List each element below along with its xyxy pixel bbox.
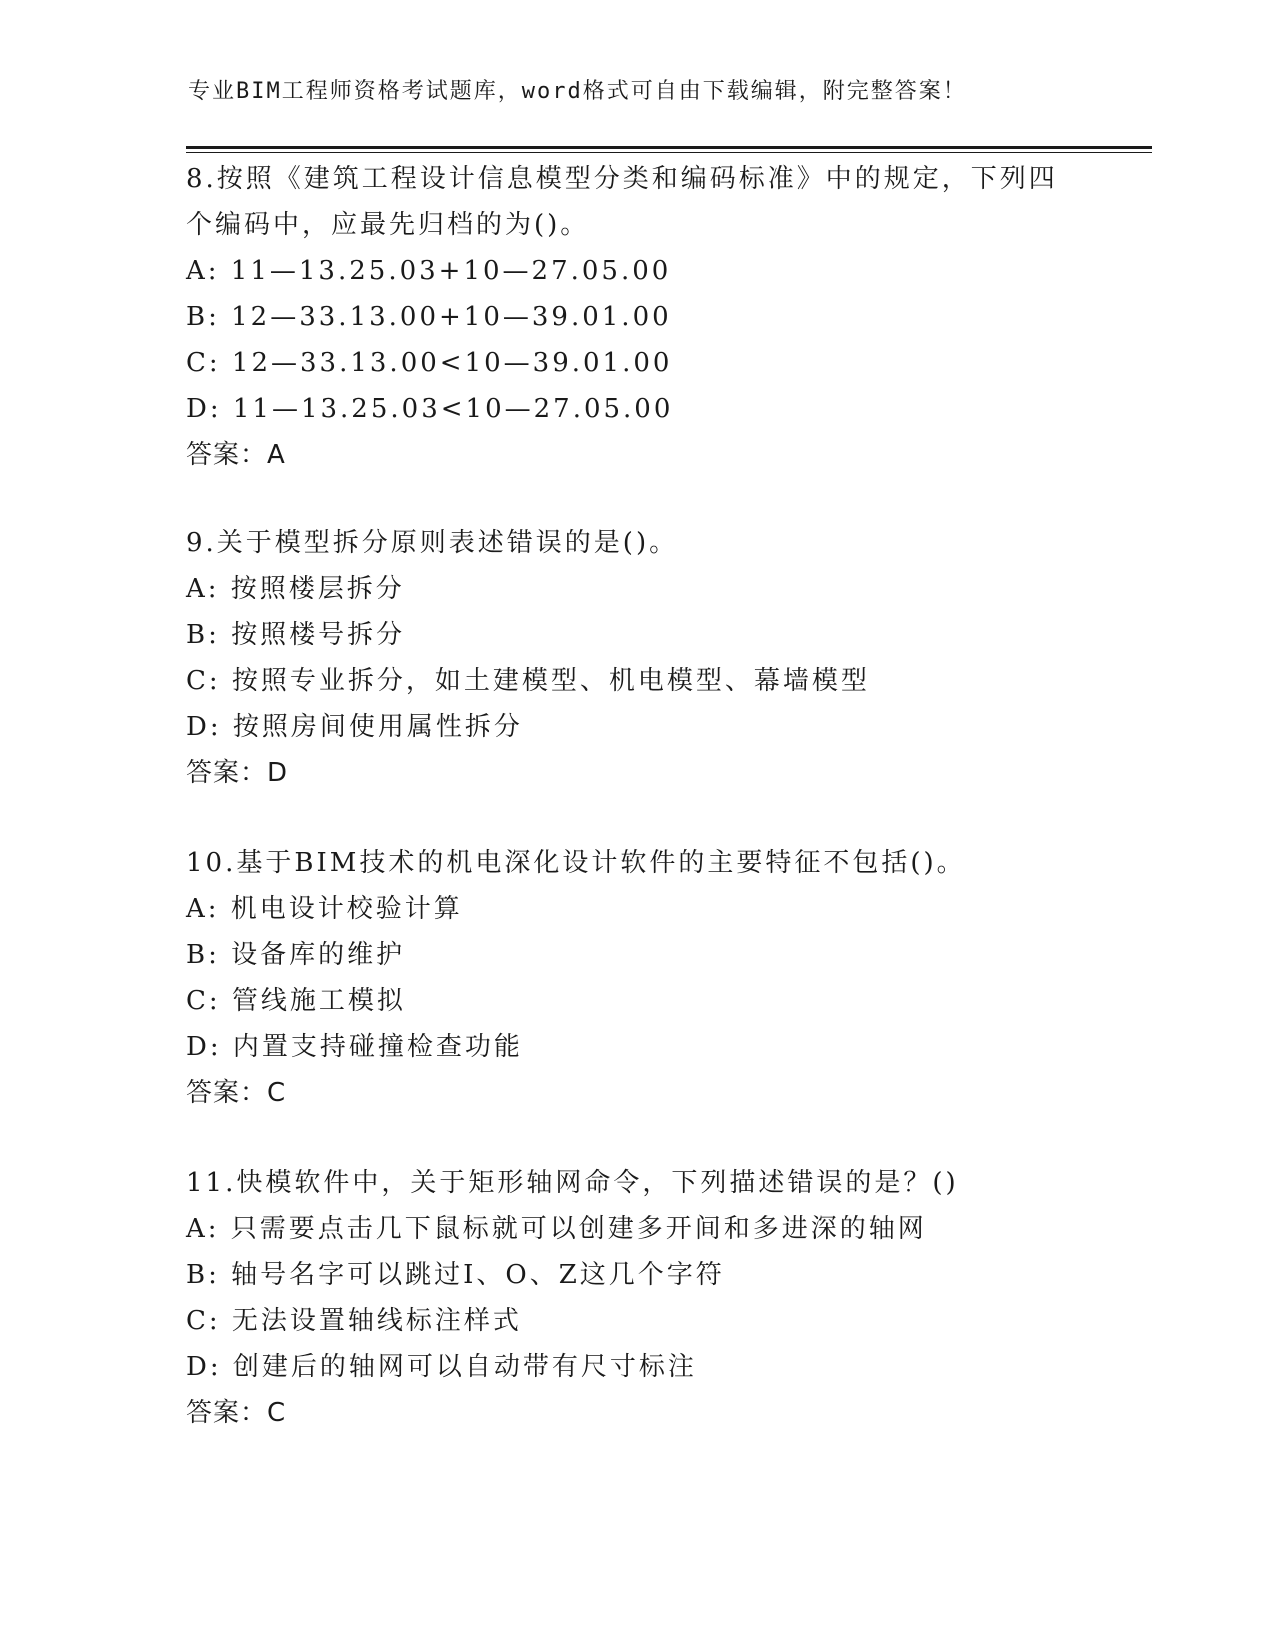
option-a: A: 按照楼层拆分 (186, 574, 405, 604)
option-d: D: 11—13.25.03<10—27.05.00 (186, 394, 674, 424)
option-b: B: 轴号名字可以跳过I、O、Z这几个字符 (186, 1260, 725, 1290)
header-rule-thick (186, 146, 1152, 149)
answer: 答案：C (186, 1078, 287, 1108)
question-stem: 个编码中，应最先归档的为()。 (186, 210, 590, 240)
header-rule-thin (186, 152, 1152, 153)
question-stem: 8.按照《建筑工程设计信息模型分类和编码标准》中的规定，下列四 (186, 164, 1058, 194)
page-header: 专业BIM工程师资格考试题库，word格式可自由下载编辑，附完整答案！ (188, 79, 967, 104)
question-8 (186, 156, 1086, 478)
answer: 答案：A (186, 440, 286, 470)
option-c: C: 按照专业拆分，如土建模型、机电模型、幕墙模型 (186, 666, 870, 696)
option-c: C: 管线施工模拟 (186, 986, 406, 1016)
answer: 答案：C (186, 1398, 287, 1428)
option-c: C: 12—33.13.00<10—39.01.00 (186, 348, 673, 378)
question-10 (186, 840, 1086, 1116)
option-d: D: 按照房间使用属性拆分 (186, 712, 523, 742)
option-b: B: 12—33.13.00+10—39.01.00 (186, 302, 672, 332)
option-a: A: 只需要点击几下鼠标就可以创建多开间和多进深的轴网 (186, 1214, 927, 1244)
option-a: A: 机电设计校验计算 (186, 894, 463, 924)
option-b: B: 设备库的维护 (186, 940, 406, 970)
question-9 (186, 520, 1086, 796)
option-b: B: 按照楼号拆分 (186, 620, 406, 650)
question-11 (186, 1160, 1086, 1436)
question-stem: 9.关于模型拆分原则表述错误的是()。 (186, 528, 679, 558)
question-stem: 10.基于BIM技术的机电深化设计软件的主要特征不包括()。 (186, 848, 966, 878)
question-stem: 11.快模软件中，关于矩形轴网命令，下列描述错误的是？() (186, 1168, 959, 1198)
option-c: C: 无法设置轴线标注样式 (186, 1306, 522, 1336)
option-d: D: 创建后的轴网可以自动带有尺寸标注 (186, 1352, 697, 1382)
option-d: D: 内置支持碰撞检查功能 (186, 1032, 523, 1062)
option-a: A: 11—13.25.03+10—27.05.00 (186, 256, 672, 286)
answer: 答案：D (186, 758, 289, 788)
